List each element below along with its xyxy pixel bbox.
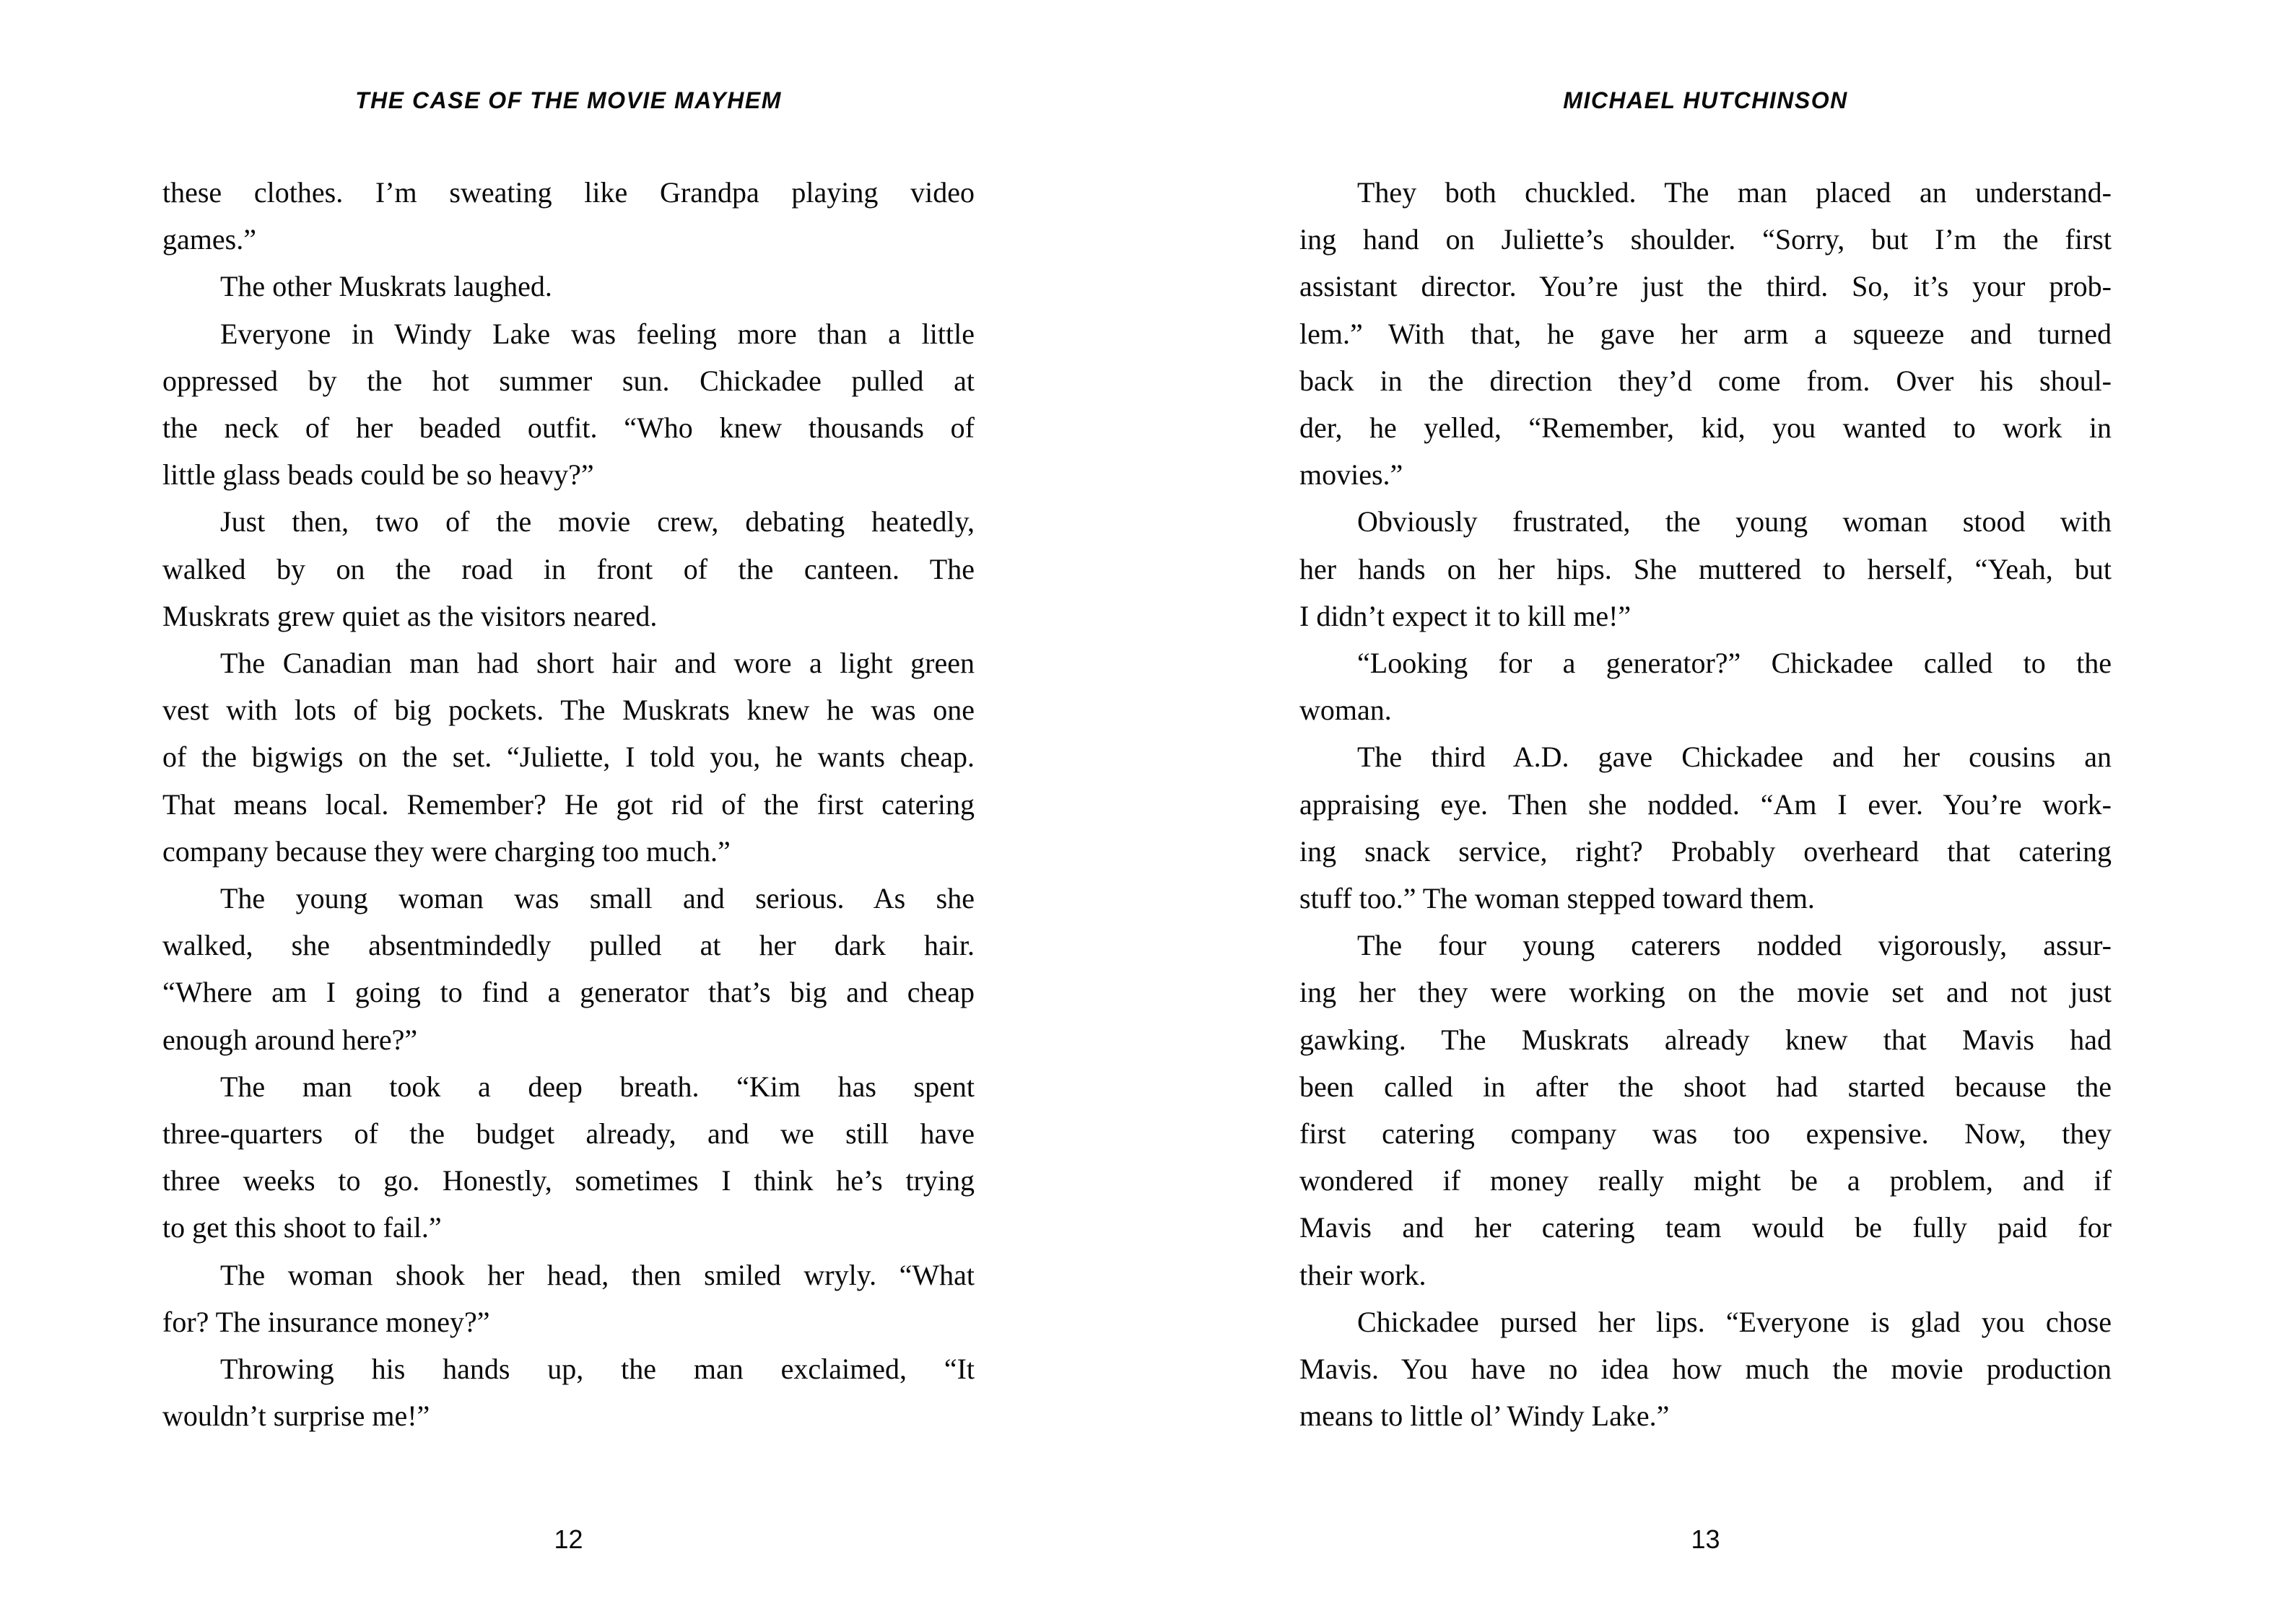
text-line: Throwing his hands up, the man exclaimed, “It bbox=[220, 1353, 975, 1386]
text-line: der, he yelled, “Remember, kid, you wanted to work in bbox=[1299, 411, 2112, 445]
text-line: They both chuckled. The man placed an understand- bbox=[1357, 176, 2112, 209]
text-line: little glass beads could be so heavy?” bbox=[162, 458, 594, 492]
text-line: the neck of her beaded outfit. “Who knew thousands of bbox=[162, 411, 975, 445]
text-line: company because they were charging too much.” bbox=[162, 834, 731, 868]
text-line: Muskrats grew quiet as the visitors neared. bbox=[162, 599, 658, 632]
text-line: The Canadian man had short hair and wore a light green bbox=[220, 647, 975, 680]
text-line: ing snack service, right? Probably overheard that catering bbox=[1299, 834, 2112, 868]
text-line: ing hand on Juliette’s shoulder. “Sorry, but I’m the first bbox=[1299, 223, 2112, 256]
text-line: I didn’t expect it to kill me!” bbox=[1299, 599, 1632, 632]
text-line: Everyone in Windy Lake was feeling more than a little bbox=[220, 317, 975, 350]
text-line: Chickadee pursed her lips. “Everyone is glad you chose bbox=[1357, 1305, 2112, 1338]
text-line: lem.” With that, he gave her arm a squeeze and turned bbox=[1299, 317, 2112, 350]
text-line: Obviously frustrated, the young woman stood with bbox=[1357, 505, 2112, 538]
text-line: The woman shook her head, then smiled wryly. “What bbox=[220, 1258, 975, 1291]
text-line: first catering company was too expensive. Now, they bbox=[1299, 1117, 2112, 1151]
text-line: The other Muskrats laughed. bbox=[220, 270, 552, 303]
text-line: wondered if money really might be a problem, and if bbox=[1299, 1164, 2112, 1197]
running-header-author-name: MICHAEL HUTCHINSON bbox=[1563, 87, 1848, 113]
text-line: three-quarters of the budget already, and we still have bbox=[162, 1117, 975, 1151]
text-line: The man took a deep breath. “Kim has spent bbox=[220, 1070, 975, 1103]
text-line: enough around here?” bbox=[162, 1023, 418, 1056]
text-line: Just then, two of the movie crew, debating heatedly, bbox=[220, 505, 975, 538]
text-line: Mavis and her catering team would be fully paid for bbox=[1299, 1211, 2112, 1244]
text-line: “Looking for a generator?” Chickadee called to the bbox=[1357, 647, 2112, 680]
text-line: Mavis. You have no idea how much the movie production bbox=[1299, 1353, 2112, 1386]
text-line: to get this shoot to fail.” bbox=[162, 1211, 442, 1244]
text-line: walked by on the road in front of the canteen. The bbox=[162, 552, 975, 585]
text-line: three weeks to go. Honestly, sometimes I think he’s trying bbox=[162, 1164, 975, 1197]
text-line: been called in after the shoot had started because the bbox=[1299, 1070, 2112, 1103]
text-line: wouldn’t surprise me!” bbox=[162, 1400, 430, 1433]
text-line: gawking. The Muskrats already knew that Mavis had bbox=[1299, 1023, 2112, 1056]
text-line: walked, she absentmindedly pulled at her dark hair. bbox=[162, 929, 975, 962]
text-line: appraising eye. Then she nodded. “Am I ever. You’re work- bbox=[1299, 787, 2112, 821]
text-line: ing her they were working on the movie set and not just bbox=[1299, 976, 2112, 1009]
page-body-left bbox=[162, 169, 975, 1439]
text-line: woman. bbox=[1299, 694, 1392, 727]
text-line: back in the direction they’d come from. Over his shoul- bbox=[1299, 364, 2112, 397]
text-line: The four young caterers nodded vigorously, assur- bbox=[1357, 929, 2112, 962]
text-line: games.” bbox=[162, 223, 256, 256]
text-line: their work. bbox=[1299, 1258, 1426, 1291]
text-line: vest with lots of big pockets. The Muskrats knew he was one bbox=[162, 694, 975, 727]
text-line: of the bigwigs on the set. “Juliette, I told you, he wants cheap. bbox=[162, 741, 975, 774]
page-number-right: 13 bbox=[1691, 1524, 1720, 1554]
page-body-right bbox=[1299, 169, 2112, 1439]
text-line: for? The insurance money?” bbox=[162, 1305, 490, 1338]
text-line: her hands on her hips. She muttered to herself, “Yeah, but bbox=[1299, 552, 2112, 585]
text-line: means to little ol’ Windy Lake.” bbox=[1299, 1400, 1670, 1433]
text-line: movies.” bbox=[1299, 458, 1403, 492]
text-line: these clothes. I’m sweating like Grandpa playing video bbox=[162, 176, 975, 209]
page-number-left: 12 bbox=[554, 1524, 583, 1554]
page-right bbox=[1137, 0, 2274, 1624]
text-line: “Where am I going to find a generator that’s big and cheap bbox=[162, 976, 975, 1009]
text-line: The third A.D. gave Chickadee and her cousins an bbox=[1357, 741, 2112, 774]
text-line: assistant director. You’re just the third. So, it’s your prob- bbox=[1299, 270, 2112, 303]
text-line: That means local. Remember? He got rid of the first catering bbox=[162, 787, 975, 821]
running-header-book-title: THE CASE OF THE MOVIE MAYHEM bbox=[355, 87, 782, 113]
text-line: stuff too.” The woman stepped toward them. bbox=[1299, 882, 1815, 915]
text-line: oppressed by the hot summer sun. Chickadee pulled at bbox=[162, 364, 975, 397]
text-line: The young woman was small and serious. As she bbox=[220, 882, 975, 915]
